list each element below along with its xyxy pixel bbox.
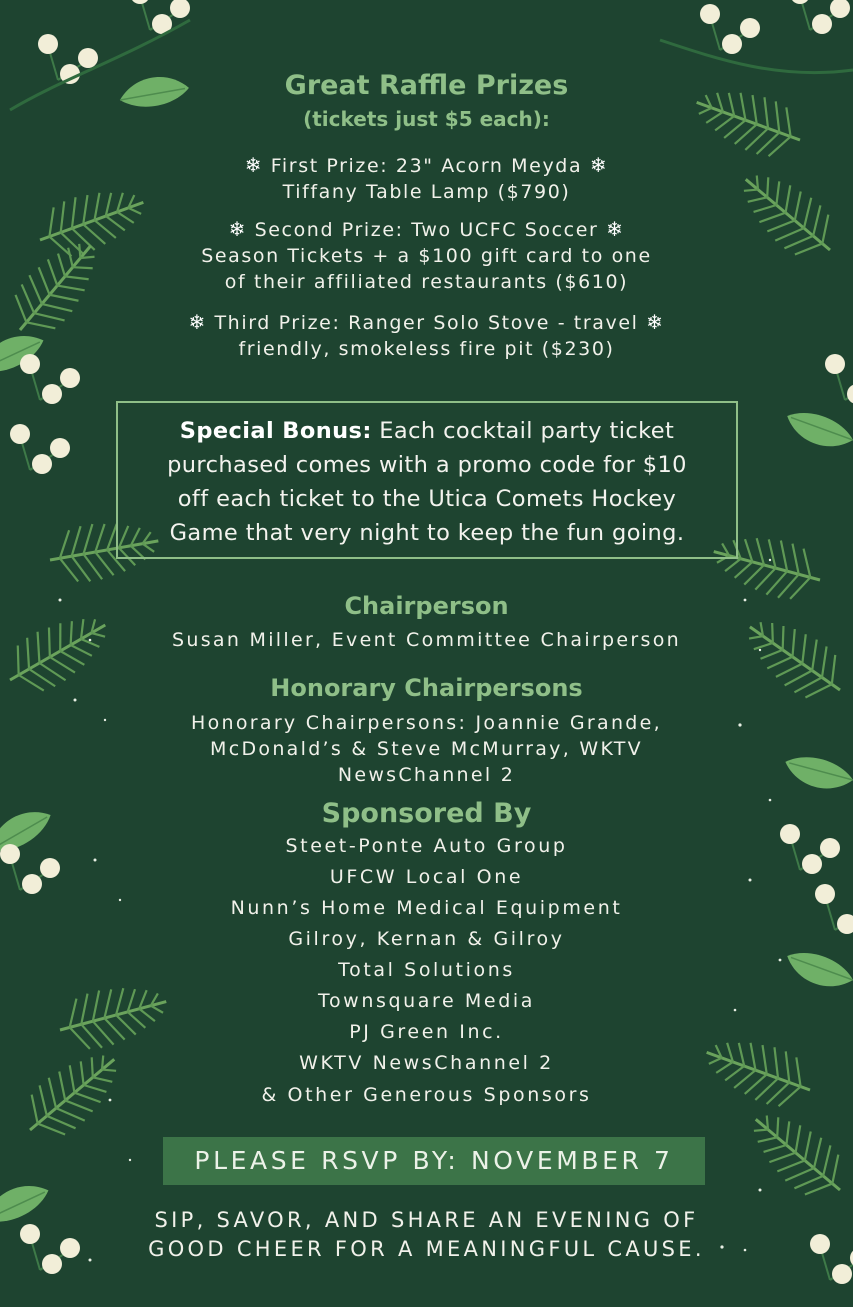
sponsors-heading: Sponsored By	[321, 798, 532, 829]
tagline: SIP, SAVOR, AND SHARE AN EVENING OF GOOD CHEER FOR A MEANINGFUL CAUSE.	[148, 1208, 705, 1261]
prize-third: ❄ Third Prize: Ranger Solo Stove - travel ❄ friendly, smokeless fire pit ($230)	[188, 310, 665, 360]
sponsor-item: UFCW Local One	[329, 866, 524, 888]
honorary-names: Honorary Chairpersons: Joannie Grande, McDonald’s & Steve McMurray, WKTV NewsChannel 2	[190, 712, 662, 786]
sponsor-item: & Other Generous Sponsors	[261, 1084, 592, 1106]
rsvp-banner: PLEASE RSVP BY: NOVEMBER 7	[163, 1137, 705, 1185]
raffle-subtitle: (tickets just $5 each):	[303, 107, 550, 131]
bonus-label: Special Bonus:	[179, 418, 372, 444]
sponsor-item: PJ Green Inc.	[349, 1021, 504, 1043]
raffle-title: Great Raffle Prizes	[284, 70, 569, 101]
sponsor-item: Total Solutions	[338, 959, 515, 981]
snowflake-icon: ❄	[244, 153, 264, 177]
snowflake-icon: ❄	[646, 310, 665, 334]
sponsor-item: WKTV NewsChannel 2	[299, 1052, 554, 1074]
sponsor-item: Nunn’s Home Medical Equipment	[230, 897, 623, 919]
sponsor-item: Steet-Ponte Auto Group	[285, 835, 568, 857]
snowflake-icon: ❄	[188, 310, 207, 334]
snowflake-icon: ❄	[589, 153, 609, 177]
sponsor-item: Gilroy, Kernan & Gilroy	[288, 928, 565, 950]
special-bonus-box: Special Bonus: Each cocktail party ticket purchased comes with a promo code for $10 off each ticket to the Utica Comets Hockey Game that very night to keep the fun going.	[116, 401, 738, 559]
chairperson-name: Susan Miller, Event Committee Chairperson	[172, 629, 681, 651]
sponsor-item: Townsquare Media	[317, 990, 536, 1012]
prize-second: ❄ Second Prize: Two UCFC Soccer ❄ Season Tickets + a $100 gift card to one of their affiliated restaurants ($610)	[201, 217, 652, 293]
prize-first: ❄ First Prize: 23" Acorn Meyda ❄ Tiffany Table Lamp ($790)	[244, 153, 609, 203]
snowflake-icon: ❄	[606, 217, 625, 241]
snowflake-icon: ❄	[228, 217, 247, 241]
chairperson-heading: Chairperson	[344, 592, 509, 620]
honorary-heading: Honorary Chairpersons	[270, 674, 583, 702]
